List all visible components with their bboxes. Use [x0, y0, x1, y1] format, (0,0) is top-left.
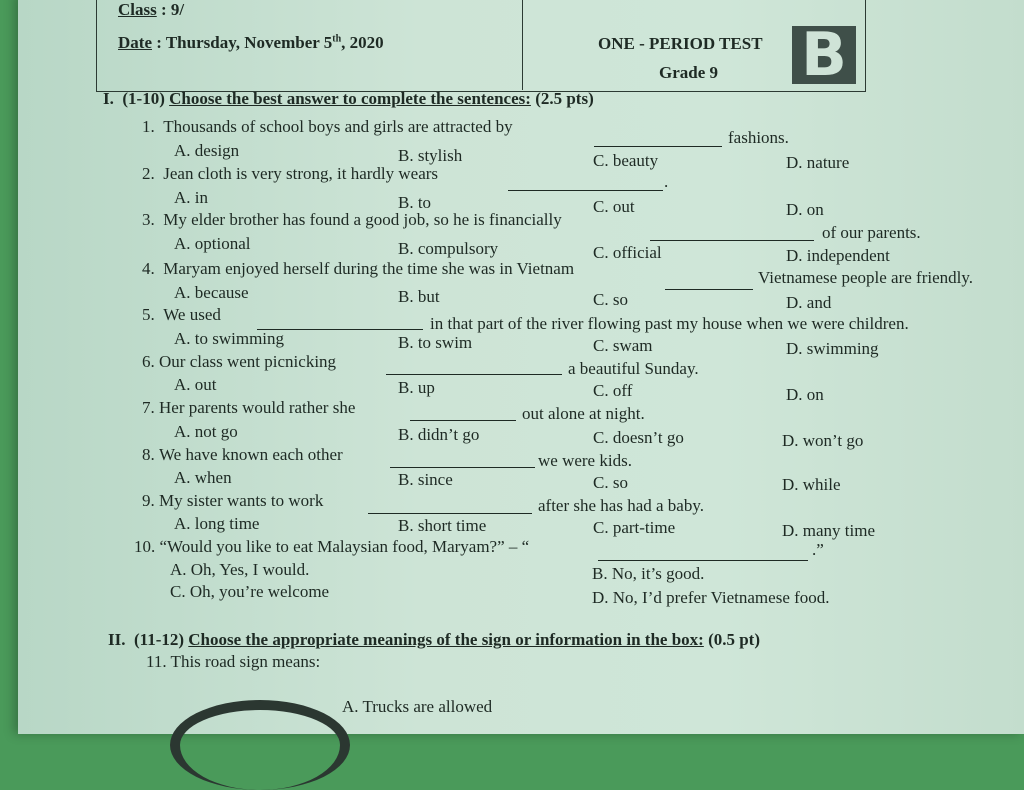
section1-points: (2.5 pts)	[535, 89, 594, 108]
option-c[interactable]: C. official	[593, 243, 662, 262]
option-b[interactable]: B. to	[398, 193, 432, 212]
question-7	[142, 398, 355, 418]
question-1	[142, 117, 513, 137]
class-label: Class	[118, 0, 157, 19]
question-number: 6.	[142, 352, 155, 371]
question-end: we were kids.	[538, 451, 632, 470]
option-b[interactable]: B. to swim	[398, 333, 473, 352]
question-number: 9.	[142, 491, 155, 510]
question-4	[142, 259, 574, 279]
question-9	[142, 491, 323, 511]
question-end: a beautiful Sunday.	[568, 359, 699, 378]
question-8	[142, 445, 343, 465]
question-number: 8.	[142, 445, 155, 464]
question-stem: Maryam enjoyed herself during the time she was in Vietnam	[163, 259, 575, 278]
answer-blank[interactable]	[665, 275, 753, 295]
question-end: .”	[812, 540, 824, 559]
option-c[interactable]: C. Oh, you’re welcome	[170, 582, 330, 601]
section2-heading	[108, 630, 760, 650]
date-sup: th	[332, 33, 342, 45]
option-b[interactable]: B. short time	[398, 516, 487, 535]
question-6	[142, 352, 336, 372]
option-c[interactable]: C. so	[593, 290, 628, 309]
question-number: 3.	[142, 210, 155, 229]
option-c[interactable]: C. out	[593, 197, 635, 216]
question-11-option-a[interactable]: A. Trucks are allowed	[342, 697, 493, 716]
question-number: 10.	[134, 537, 156, 556]
option-a[interactable]: A. long time	[174, 514, 260, 533]
option-d[interactable]: D. on	[786, 385, 824, 404]
class-value: : 9/	[160, 0, 185, 19]
question-end: fashions.	[728, 128, 789, 147]
header-divider	[522, 0, 523, 90]
question-number: 5.	[142, 305, 155, 324]
road-sign	[170, 700, 350, 790]
answer-blank[interactable]	[410, 406, 516, 426]
option-c[interactable]: C. off	[593, 381, 633, 400]
section2-points: (0.5 pt)	[708, 630, 761, 649]
date-label: Date	[118, 33, 152, 52]
option-d[interactable]: D. on	[786, 200, 824, 219]
grade: Grade 9	[659, 63, 719, 82]
question-end: out alone at night.	[522, 404, 645, 423]
question-stem: Thousands of school boys and girls are attracted by	[163, 117, 513, 136]
question-number: 4.	[142, 259, 155, 278]
question-number: 7.	[142, 398, 155, 417]
question-3	[142, 210, 562, 230]
section2-num: II.	[108, 630, 126, 649]
option-c[interactable]: C. beauty	[593, 151, 659, 170]
answer-blank[interactable]	[650, 226, 814, 246]
option-b[interactable]: B. compulsory	[398, 239, 499, 258]
question-end: in that part of the river flowing past my house when we were children.	[430, 314, 909, 333]
date-prefix: : Thursday, November 5	[156, 33, 333, 52]
option-d[interactable]: D. many time	[782, 521, 876, 540]
class-line	[118, 0, 184, 20]
school-logo: B	[792, 26, 856, 84]
option-a[interactable]: A. to swimming	[174, 329, 285, 348]
question-stem: Our class went picnicking	[159, 352, 337, 371]
option-c[interactable]: C. swam	[593, 336, 653, 355]
option-a[interactable]: A. in	[174, 188, 208, 207]
question-number: 2.	[142, 164, 155, 183]
question-stem: We have known each other	[159, 445, 343, 464]
answer-blank[interactable]	[594, 132, 722, 152]
question-stem: Jean cloth is very strong, it hardly wears	[163, 164, 439, 183]
option-b[interactable]: B. since	[398, 470, 453, 489]
section1-num: I.	[103, 89, 114, 108]
question-stem: My elder brother has found a good job, so he is financially	[163, 210, 562, 229]
option-d[interactable]: D. while	[782, 475, 841, 494]
question-stem: Her parents would rather she	[159, 398, 356, 417]
option-a[interactable]: A. when	[174, 468, 232, 487]
option-b[interactable]: B. No, it’s good.	[592, 564, 705, 583]
option-d[interactable]: D. nature	[786, 153, 850, 172]
question-end: Vietnamese people are friendly.	[758, 268, 973, 287]
question-5	[142, 305, 221, 325]
question-end: after she has had a baby.	[538, 496, 704, 515]
option-a[interactable]: A. optional	[174, 234, 251, 253]
answer-blank[interactable]	[386, 360, 562, 380]
question-2	[142, 164, 438, 184]
option-d[interactable]: D. won’t go	[782, 431, 864, 450]
option-b[interactable]: B. didn’t go	[398, 425, 480, 444]
option-d[interactable]: D. independent	[786, 246, 890, 265]
test-title: ONE - PERIOD TEST	[598, 34, 763, 53]
option-b[interactable]: B. up	[398, 378, 435, 397]
question-end: of our parents.	[822, 223, 921, 242]
section1-heading	[103, 89, 594, 109]
answer-blank[interactable]	[508, 176, 663, 196]
date-line	[118, 33, 384, 53]
question-11: 11. This road sign means:	[146, 652, 321, 671]
question-end: .	[664, 172, 669, 191]
question-stem: We used	[163, 305, 221, 324]
option-b[interactable]: B. stylish	[398, 146, 463, 165]
section2-instruction: Choose the appropriate meanings of the sign or information in the box:	[188, 630, 704, 649]
question-stem: My sister wants to work	[159, 491, 324, 510]
answer-blank[interactable]	[598, 546, 808, 566]
option-d[interactable]: D. swimming	[786, 339, 879, 358]
option-b[interactable]: B. but	[398, 287, 440, 306]
question-number: 1.	[142, 117, 155, 136]
option-a[interactable]: A. because	[174, 283, 249, 302]
section2-range: (11-12)	[133, 630, 185, 649]
option-c[interactable]: C. doesn’t go	[593, 428, 684, 447]
option-d[interactable]: D. and	[786, 293, 832, 312]
option-d[interactable]: D. No, I’d prefer Vietnamese food.	[592, 588, 830, 607]
question-stem: “Would you like to eat Malaysian food, Maryam?” – “	[159, 537, 530, 556]
question-10	[134, 537, 529, 557]
option-c[interactable]: C. part-time	[593, 518, 676, 537]
option-c[interactable]: C. so	[593, 473, 628, 492]
option-a[interactable]: A. not go	[174, 422, 238, 441]
option-a[interactable]: A. Oh, Yes, I would.	[170, 560, 310, 579]
date-suffix: , 2020	[341, 33, 384, 52]
section1-range: (1-10)	[122, 89, 165, 108]
option-a[interactable]: A. design	[174, 141, 240, 160]
section1-instruction: Choose the best answer to complete the sentences:	[169, 89, 531, 108]
option-a[interactable]: A. out	[174, 375, 217, 394]
